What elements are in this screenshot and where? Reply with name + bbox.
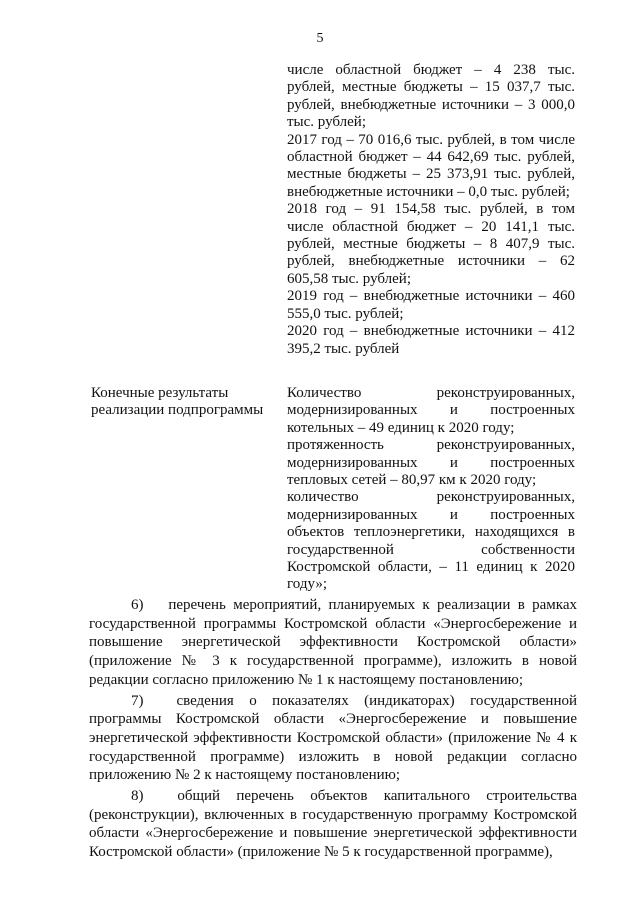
budget-line: 2018 год – 91 154,58 тыс. рублей, в том числе областной бюджет – 20 141,1 тыс. рублей, местные бюджеты – 8 407,9 тыс. рублей, внебюджетные источники – 62 605,58 тыс. рублей; xyxy=(287,201,575,287)
results-text xyxy=(287,385,575,594)
result-line: протяженность реконструированных, модернизированных и построенных тепловых сетей – 80,97 км к 2020 году; xyxy=(287,437,575,489)
results-label: Конечные результаты реализации подпрограммы xyxy=(91,385,264,419)
budget-line: числе областной бюджет – 4 238 тыс. рублей, местные бюджеты – 15 037,7 тыс. рублей, внебюджетные источники – 3 000,0 тыс. рублей; xyxy=(287,62,575,131)
paragraph-number: 8) xyxy=(131,788,144,805)
numbered-paragraph xyxy=(89,692,577,786)
amendment-paragraphs xyxy=(89,596,577,864)
budget-line: 2019 год – внебюджетные источники – 460 555,0 тыс. рублей; xyxy=(287,288,575,322)
paragraph-text: общий перечень объектов капитального строительства (реконструкции), включенных в государственную программу Костромской области «Энергосбережение и повышение энергетической эффективности Костромской области» (приложение № 5 к государственной программе), xyxy=(89,788,577,861)
financing-text xyxy=(287,62,575,358)
paragraph-number: 7) xyxy=(131,692,144,709)
paragraph-number: 6) xyxy=(131,597,144,613)
budget-line: 2017 год – 70 016,6 тыс. рублей, в том числе областной бюджет – 44 642,69 тыс. рублей, местные бюджеты – 25 373,91 тыс. рублей, внебюджетные источники – 0,0 тыс. рублей; xyxy=(287,131,575,200)
numbered-paragraph xyxy=(89,787,577,862)
paragraph-text: перечень мероприятий, планируемых к реализации в рамках государственной программы Костромской области «Энергосбережение и повышение энергетической эффективности Костромской области» (приложение № 3 к государственной программе), изложить в новой редакции согласно приложению № 1 к настоящему постановлению; xyxy=(89,597,577,688)
numbered-paragraph xyxy=(89,596,577,690)
result-line: количество реконструированных, модернизированных и построенных объектов теплоэнергетики, находящихся в государственной собственности Костромской области, – 11 единиц к 2020 году»; xyxy=(287,489,575,593)
budget-line: 2020 год – внебюджетные источники – 412 395,2 тыс. рублей xyxy=(287,323,575,357)
result-line: Количество реконструированных, модернизированных и построенных котельных – 49 единиц к 2020 году; xyxy=(287,385,575,436)
paragraph-text: сведения о показателях (индикаторах) государственной программы Костромской области «Энергосбережение и повышение энергетической эффективности Костромской области» (приложение № 4 к государственной программе) изложить в новой редакции согласно приложению № 2 к настоящему постановлению; xyxy=(89,692,577,784)
page-number: 5 xyxy=(316,31,324,46)
